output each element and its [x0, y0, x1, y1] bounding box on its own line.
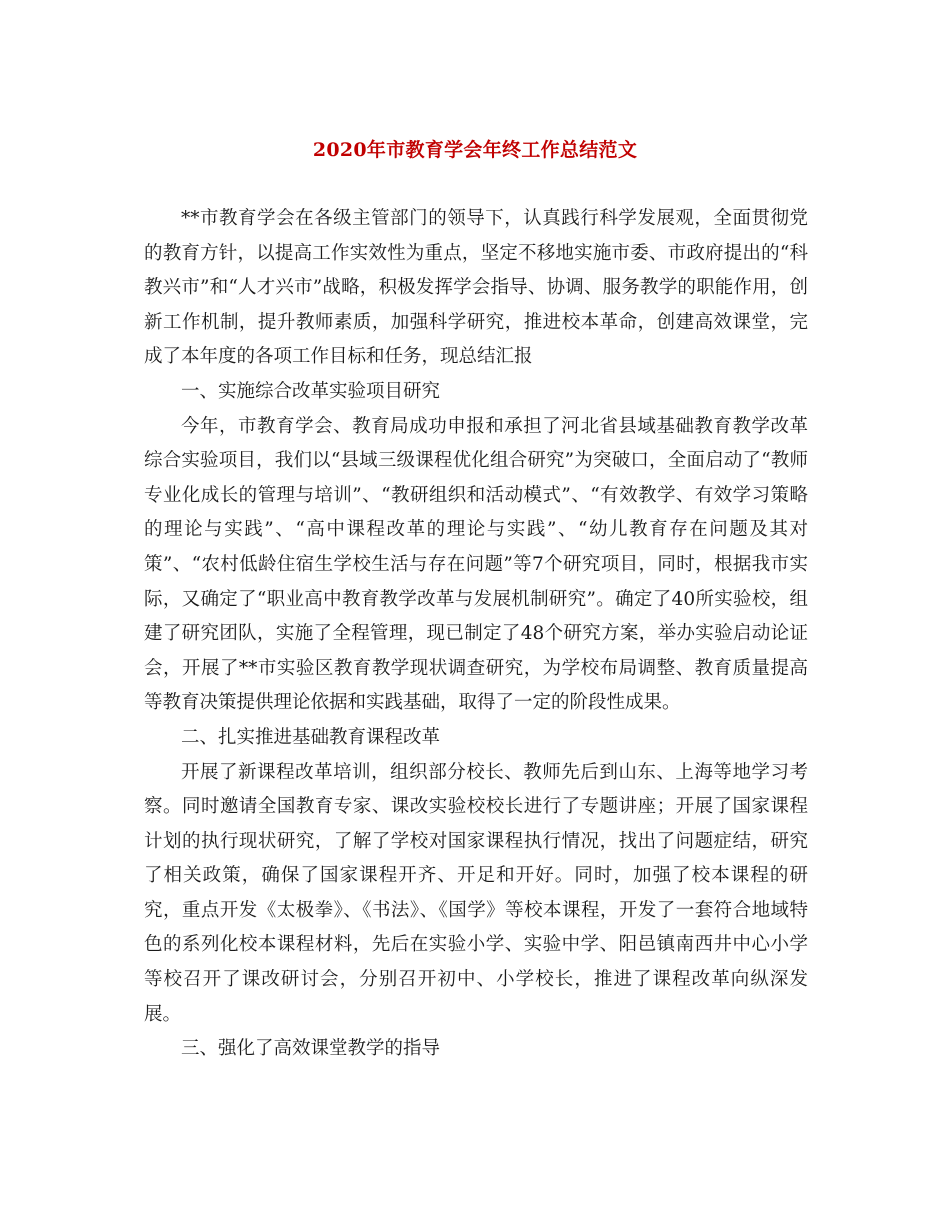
section-2-paragraph: 开展了新课程改革培训，组织部分校长、教师先后到山东、上海等地学习考察。同时邀请全国教育专家、课改实验校校长进行了专题讲座；开展了国家课程计划的执行现状研究，了解了学校对国家课程执行情况，找出了问题症结，研究了相关政策，确保了国家课程开齐、开足和开好。同时，加强了校本课程的研究，重点开发《太极拳》、《书法》、《国学》等校本课程，开发了一套符合地域特色的系列化校本课程材料，先后在实验小学、实验中学、阳邑镇南西井中心小学等校召开了课改研讨会，分别召开初中、小学校长，推进了课程改革向纵深发展。: [144, 761, 808, 1025]
section-heading-1: 一、实施综合改革实验项目研究: [181, 380, 441, 402]
document-title: 2020年市教育学会年终工作总结范文: [312, 139, 638, 161]
document-body: [144, 202, 808, 1067]
intro-paragraph: **市教育学会在各级主管部门的领导下，认真践行科学发展观，全面贯彻党的教育方针，以提高工作实效性为重点，坚定不移地实施市委、市政府提出的“科教兴市”和“人才兴市”战略，积极发挥学会指导、协调、服务教学的职能作用，创新工作机制，提升教师素质，加强科学研究，推进校本革命，创建高效课堂，完成了本年度的各项工作目标和任务，现总结汇报: [144, 208, 808, 368]
section-heading-3: 三、强化了高效课堂教学的指导: [181, 1038, 441, 1060]
section-1-paragraph: 今年，市教育学会、教育局成功申报和承担了河北省县域基础教育教学改革综合实验项目，我们以“县域三级课程优化组合研究”为突破口，全面启动了“教师专业化成长的管理与培训”、“教研组织和活动模式”、“有效教学、有效学习策略的理论与实践”、“高中课程改革的理论与实践”、“幼儿教育存在问题及其对策”、“农村低龄住宿生学校生活与存在问题”等7个研究项目，同时，根据我市实际，又确定了“职业高中教育教学改革与发展机制研究”。确定了40所实验校，组建了研究团队，实施了全程管理，现已制定了48个研究方案，举办实验启动论证会，开展了**市实验区教育教学现状调查研究，为学校布局调整、教育质量提高等教育决策提供理论依据和实践基础，取得了一定的阶段性成果。: [144, 415, 808, 714]
section-heading-2: 二、扎实推进基础教育课程改革: [181, 726, 441, 748]
